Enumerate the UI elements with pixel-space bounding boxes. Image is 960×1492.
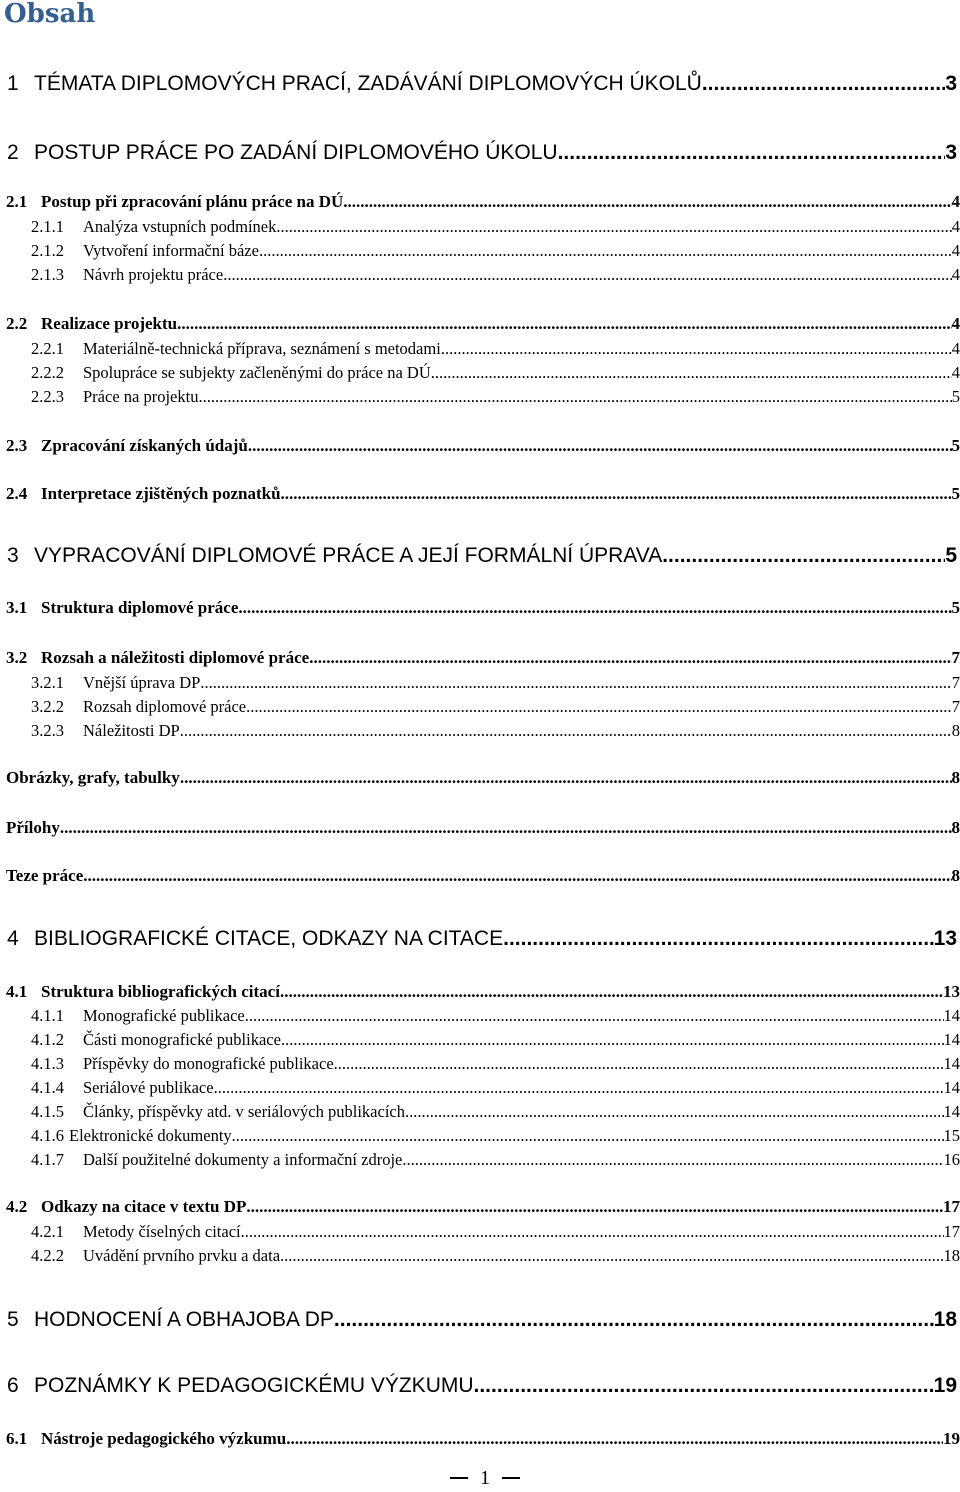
toc-entry-page: 19 <box>943 1429 960 1448</box>
toc-entry-title: Přílohy <box>6 818 60 837</box>
toc-entry-page: 4 <box>951 240 960 260</box>
dot-leader <box>309 647 951 669</box>
toc-entry-number: 2.3 <box>6 436 28 455</box>
toc-entry-title: Struktura bibliografických citací <box>41 982 280 1001</box>
toc-entry[interactable] <box>0 1005 960 1026</box>
dot-leader <box>248 435 952 457</box>
toc-entry[interactable] <box>0 543 960 569</box>
dot-leader <box>441 338 952 359</box>
dot-leader <box>180 767 952 789</box>
toc-entry-page: 15 <box>943 1125 960 1145</box>
dot-leader <box>180 720 952 741</box>
toc-entry[interactable] <box>0 1428 960 1450</box>
toc-entry-title: BIBLIOGRAFICKÉ CITACE, ODKAZY NA CITACE <box>34 927 504 950</box>
toc-entry-page: 5 <box>951 598 960 617</box>
toc-entry-number: 3.1 <box>6 598 28 617</box>
toc-entry-page: 5 <box>945 544 957 567</box>
dot-leader <box>280 1245 943 1266</box>
dot-leader <box>286 1428 943 1450</box>
toc-entry[interactable] <box>0 140 960 166</box>
toc-entry[interactable] <box>0 264 960 285</box>
toc-entry-page: 7 <box>951 696 960 716</box>
toc-entry-title: HODNOCENÍ A OBHAJOBA DP <box>34 1308 334 1331</box>
toc-entry-number: 2.1.3 <box>31 264 64 284</box>
toc-entry-title: Interpretace zjištěných poznatků <box>41 484 281 503</box>
toc-entry[interactable] <box>0 865 960 887</box>
toc-entry-number: 2.2.2 <box>31 362 64 382</box>
toc-entry[interactable] <box>0 71 960 97</box>
toc-entry[interactable] <box>0 1307 960 1333</box>
toc-entry-number: 6.1 <box>6 1429 28 1448</box>
toc-entry-title: Uvádění prvního prvku a data <box>83 1245 281 1265</box>
toc-entry-number: 4.1.4 <box>31 1077 64 1097</box>
toc-entry-number: 1 <box>7 72 19 95</box>
toc-entry-number: 4.1 <box>6 982 28 1001</box>
toc-entry-title: Práce na projektu <box>83 386 199 406</box>
toc-entry[interactable] <box>0 1029 960 1050</box>
toc-entry[interactable] <box>0 767 960 789</box>
toc-entry-number: 3.2 <box>6 648 28 667</box>
toc-entry-number: 4 <box>7 927 19 950</box>
toc-entry-title: Vnější úprava DP <box>83 672 201 692</box>
toc-entry[interactable] <box>0 386 960 407</box>
toc-entry-title: Analýza vstupních podmínek <box>83 216 277 236</box>
toc-entry-page: 19 <box>933 1374 957 1397</box>
toc-entry-number: 2.1.1 <box>31 216 64 236</box>
toc-entry-page: 17 <box>943 1221 960 1241</box>
dot-leader <box>334 1053 944 1074</box>
dot-leader <box>431 362 952 383</box>
toc-entry-title: POSTUP PRÁCE PO ZADÁNÍ DIPLOMOVÉHO ÚKOLU <box>34 141 558 164</box>
toc-entry-title: Realizace projektu <box>41 314 178 333</box>
dot-leader <box>558 140 946 166</box>
dot-leader <box>474 1373 934 1399</box>
toc-entry-title: Návrh projektu práce <box>83 264 224 284</box>
toc-entry-title: Zpracování získaných údajů <box>41 436 248 455</box>
toc-entry-title: VYPRACOVÁNÍ DIPLOMOVÉ PRÁCE A JEJÍ FORMÁLNÍ ÚPRAVA <box>34 544 663 567</box>
toc-entry-number: 2.2.3 <box>31 386 64 406</box>
toc-entry-page: 18 <box>943 1245 960 1265</box>
toc-entry-title: TÉMATA DIPLOMOVÝCH PRACÍ, ZADÁVÁNÍ DIPLOMOVÝCH ÚKOLŮ <box>34 72 702 95</box>
toc-entry[interactable] <box>0 362 960 383</box>
toc-entry[interactable] <box>0 435 960 457</box>
toc-entry-number: 4.1.3 <box>31 1053 64 1073</box>
toc-entry[interactable] <box>0 720 960 741</box>
dot-leader <box>662 543 945 569</box>
toc-entry-number: 2.1.2 <box>31 240 64 260</box>
toc-entry[interactable] <box>0 1149 960 1170</box>
toc-entry-title: Části monografické publikace <box>83 1029 281 1049</box>
toc-entry[interactable] <box>0 313 960 335</box>
toc-entry-page: 3 <box>945 141 957 164</box>
toc-entry-page: 8 <box>951 866 960 885</box>
toc-entry-page: 5 <box>951 436 960 455</box>
dot-leader <box>405 1101 944 1122</box>
toc-entry-page: 5 <box>951 484 960 503</box>
toc-entry[interactable] <box>0 981 960 1003</box>
page-footer <box>450 1466 520 1490</box>
dot-leader <box>232 1125 944 1146</box>
toc-entry-page: 4 <box>951 216 960 236</box>
toc-entry[interactable] <box>0 483 960 505</box>
dot-leader <box>276 216 951 237</box>
toc-entry-page: 18 <box>933 1308 957 1331</box>
toc-entry-title: Spolupráce se subjekty začleněnými do práce na DÚ <box>83 362 431 382</box>
toc-entry[interactable] <box>0 597 960 619</box>
toc-entry-page: 4 <box>951 192 960 211</box>
toc-entry-page: 4 <box>951 362 960 382</box>
toc-entry-number: 3.2.3 <box>31 720 64 740</box>
toc-entry-number: 2 <box>7 141 19 164</box>
toc-entry-title: Materiálně-technická příprava, seznámení s metodami <box>83 338 441 358</box>
toc-entry-page: 8 <box>951 768 960 787</box>
toc-entry[interactable] <box>0 1101 960 1122</box>
toc-entry-title: Odkazy na citace v textu DP <box>41 1197 247 1216</box>
toc-entry-number: 4.1.5 <box>31 1101 64 1121</box>
toc-entry-number: 2.2.1 <box>31 338 64 358</box>
toc-entry-title: Další použitelné dokumenty a informační zdroje <box>83 1149 403 1169</box>
toc-entry-page: 14 <box>943 1077 960 1097</box>
footer-dash-right <box>502 1477 520 1479</box>
toc-entry-page: 4 <box>951 264 960 284</box>
dot-leader <box>245 1005 944 1026</box>
dot-leader <box>702 71 945 97</box>
dot-leader <box>223 264 952 285</box>
dot-leader <box>200 672 951 693</box>
toc-entry-number: 3.2.2 <box>31 696 64 716</box>
toc-entry[interactable] <box>0 240 960 261</box>
dot-leader <box>281 1029 944 1050</box>
toc-entry[interactable] <box>0 1125 960 1146</box>
toc-entry-page: 17 <box>943 1197 960 1216</box>
toc-entry-number: 2.2 <box>6 314 28 333</box>
toc-entry-number: 6 <box>7 1374 19 1397</box>
toc-entry[interactable] <box>0 672 960 693</box>
toc-entry-title: Rozsah diplomové práce <box>83 696 247 716</box>
toc-entry-title: Nástroje pedagogického výzkumu <box>41 1429 287 1448</box>
toc-entry-number: 2.4 <box>6 484 28 503</box>
toc-entry-title: Teze práce <box>6 866 84 885</box>
toc-entry-title: Náležitosti DP <box>83 720 180 740</box>
page-number: 1 <box>480 1466 490 1489</box>
dot-leader <box>503 926 934 952</box>
toc-entry-number: 3.2.1 <box>31 672 64 692</box>
toc-entry-page: 4 <box>951 338 960 358</box>
toc-entry-title: Příspěvky do monografické publikace <box>83 1053 334 1073</box>
toc-entry-number: 5 <box>7 1308 19 1331</box>
toc-entry-number: 2.1 <box>6 192 28 211</box>
dot-leader <box>402 1149 943 1170</box>
toc-entry-page: 14 <box>943 1101 960 1121</box>
toc-entry-page: 16 <box>943 1149 960 1169</box>
toc-entry[interactable] <box>0 1053 960 1074</box>
toc-entry-page: 8 <box>951 818 960 837</box>
toc-entry[interactable] <box>0 191 960 213</box>
dot-leader <box>214 1077 944 1098</box>
dot-leader <box>246 696 952 717</box>
dot-leader <box>241 1221 944 1242</box>
dot-leader <box>343 191 951 213</box>
toc-entry[interactable] <box>0 1245 960 1266</box>
dot-leader <box>246 1196 943 1218</box>
toc-entry-page: 3 <box>945 72 957 95</box>
toc-entry-title: Obrázky, grafy, tabulky <box>6 768 180 787</box>
toc-entry-title: Postup při zpracování plánu práce na DÚ <box>41 192 344 211</box>
toc-entry-number: 3 <box>7 544 19 567</box>
toc-entry-title: Seriálové publikace <box>83 1077 214 1097</box>
toc-entry-page: 4 <box>951 314 960 333</box>
toc-entry[interactable] <box>0 1373 960 1399</box>
toc-entry[interactable] <box>0 926 960 952</box>
toc-entry-title: Vytvoření informační báze <box>83 240 259 260</box>
dot-leader <box>177 313 951 335</box>
toc-entry[interactable] <box>0 647 960 669</box>
toc-heading: Obsah <box>4 0 96 29</box>
toc-entry[interactable] <box>0 216 960 237</box>
toc-entry-number: 4.1.2 <box>31 1029 64 1049</box>
footer-dash-left <box>450 1477 468 1479</box>
toc-entry-title: Monografické publikace <box>83 1005 245 1025</box>
toc-entry-number: 4.2.1 <box>31 1221 64 1241</box>
toc-entry[interactable] <box>0 817 960 839</box>
toc-entry[interactable] <box>0 338 960 359</box>
dot-leader <box>83 865 951 887</box>
toc-entry-page: 5 <box>951 386 960 406</box>
toc-entry-number: 4.1.6 <box>31 1125 64 1145</box>
toc-entry-page: 14 <box>943 1005 960 1025</box>
toc-entry-page: 14 <box>943 1053 960 1073</box>
toc-entry-title: Elektronické dokumenty <box>69 1125 232 1145</box>
dot-leader <box>280 981 943 1003</box>
toc-entry-title: Struktura diplomové práce <box>41 598 239 617</box>
dot-leader <box>198 386 951 407</box>
toc-entry-page: 7 <box>951 672 960 692</box>
toc-entry-number: 4.1.7 <box>31 1149 64 1169</box>
toc-entry[interactable] <box>0 1221 960 1242</box>
toc-entry-number: 4.2.2 <box>31 1245 64 1265</box>
toc-entry-title: Rozsah a náležitosti diplomové práce <box>41 648 310 667</box>
dot-leader <box>238 597 951 619</box>
toc-entry-title: Metody číselných citací <box>83 1221 241 1241</box>
toc-entry-page: 13 <box>943 982 960 1001</box>
toc-entry-number: 4.1.1 <box>31 1005 64 1025</box>
toc-entry-number: 4.2 <box>6 1197 28 1216</box>
toc-entry-page: 7 <box>951 648 960 667</box>
toc-entry-page: 14 <box>943 1029 960 1049</box>
toc-entry[interactable] <box>0 1196 960 1218</box>
toc-entry-title: Články, příspěvky atd. v seriálových publikacích <box>83 1101 405 1121</box>
toc-entry[interactable] <box>0 696 960 717</box>
dot-leader <box>281 483 952 505</box>
toc-entry-page: 8 <box>951 720 960 740</box>
dot-leader <box>60 817 952 839</box>
dot-leader <box>259 240 952 261</box>
toc-entry-page: 13 <box>933 927 957 950</box>
dot-leader <box>334 1307 934 1333</box>
toc-entry-title: POZNÁMKY K PEDAGOGICKÉMU VÝZKUMU <box>34 1374 474 1397</box>
toc-entry[interactable] <box>0 1077 960 1098</box>
